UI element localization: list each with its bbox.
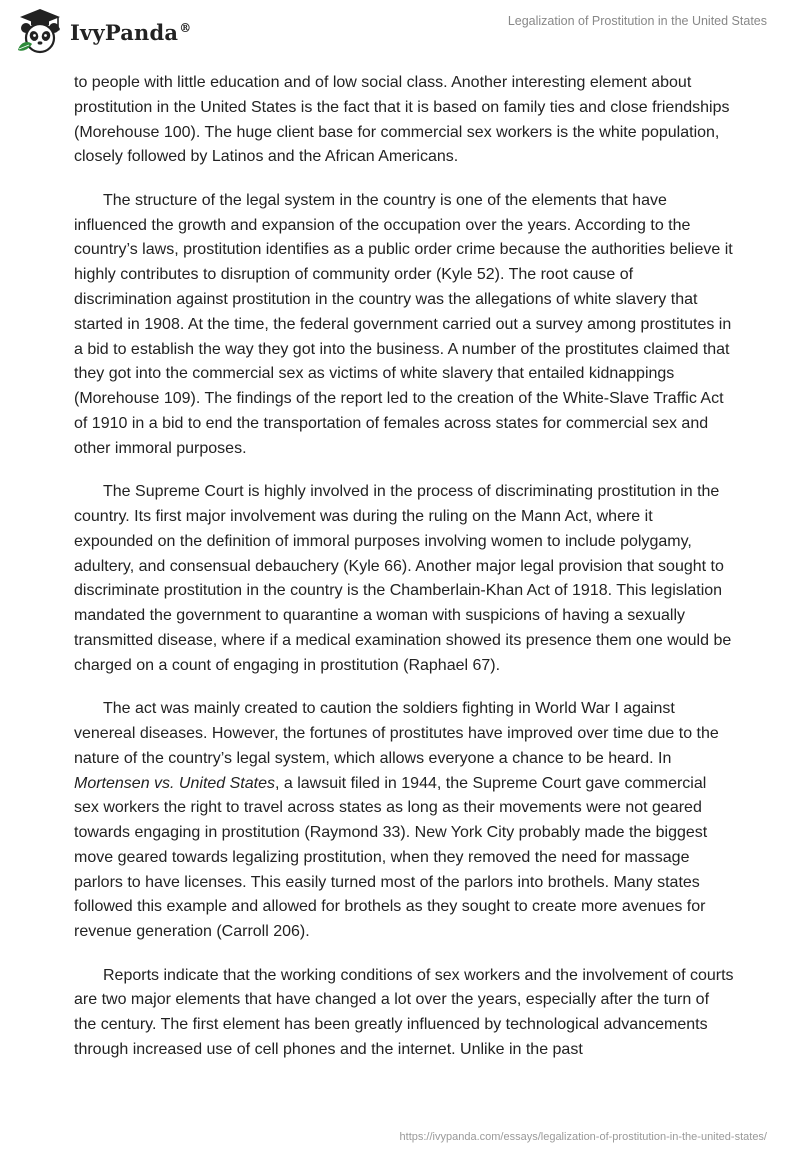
logo-text: IvyPanda® <box>70 19 192 45</box>
document-title: Legalization of Prostitution in the United States <box>507 14 767 28</box>
ivypanda-logo[interactable] <box>14 6 191 58</box>
paragraph-2: The structure of the legal system in the country is one of the elements that have influenced the growth and expansion of the occupation over the years. According to the country’s laws, prostitution identifies as a public order crime because the authorities believe it highly contributes to disruption of community order (Kyle 52). The root cause of discrimination against prostitution in the country was the allegations of white slavery that started in 1908. At the time, the federal government carried out a survey among prostitutes in a bid to establish the way they got into the business. A number of the prostitutes claimed that they got into the commercial sex as victims of white slavery that entailed kidnappings (Morehouse 109). The findings of the report led to the creation of the White-Slave Traffic Act of 1910 in a bid to end the transportation of females across states for commercial sex and other immoral purposes. <box>74 191 733 457</box>
paragraph-4-part-1: The act was mainly created to caution the soldiers fighting in World War I against venereal diseases. However, the fortunes of prostitutes have improved over time due to the nature of the country’s legal system, which allows everyone a chance to be heard. In <box>74 700 719 767</box>
paragraph-5: Reports indicate that the working conditions of sex workers and the involvement of courts are two major elements that have changed a lot over the years, especially after the turn of the century. The first element has been greatly influenced by technological advancements through increased use of cell phones and the internet. Unlike in the past <box>74 966 734 1059</box>
footer-url[interactable]: https://ivypanda.com/essays/legalization-of-prostitution-in-the-united-states/ <box>399 1131 767 1143</box>
essay-body <box>74 71 734 1081</box>
panda-graduation-cap-icon <box>14 6 66 58</box>
paragraph-3: The Supreme Court is highly involved in the process of discriminating prostitution in the country. Its first major involvement was during the ruling on the Mann Act, where it expounded on the definition of immoral purposes involving women to include polygamy, adultery, and consensual debauchery (Kyle 66). Another major legal provision that sought to discriminate prostitution in the country is the Chamberlain-Khan Act of 1918. This legislation mandated the government to quarantine a woman with suspicions of having a sexually transmitted disease, where if a medical examination showed its presence them one would be charged on a count of engaging in prostitution (Raphael 67). <box>74 483 732 674</box>
paragraph-4-part-2: , a lawsuit filed in 1944, the Supreme Court gave commercial sex workers the right to travel across states as long as their movements were not geared towards engaging in prostitution (Raymond 33). New York City probably made the biggest move geared towards legalizing prostitution, when they removed the need for massage parlors to have licenses. This easily turned most of the parlors into brothels. Many states followed this example and allowed for brothels as they sought to create more avenues for revenue generation (Carroll 206). <box>74 774 708 941</box>
case-name-italic: Mortensen vs. United States <box>74 774 275 792</box>
page-header <box>0 0 800 64</box>
paragraph-1: to people with little education and of low social class. Another interesting element about prostitution in the United States is the fact that it is based on family ties and close friendships (Morehouse 100). The huge client base for commercial sex workers is the white population, closely followed by Latinos and the African Americans. <box>74 74 730 166</box>
paragraph-4 <box>74 697 734 945</box>
